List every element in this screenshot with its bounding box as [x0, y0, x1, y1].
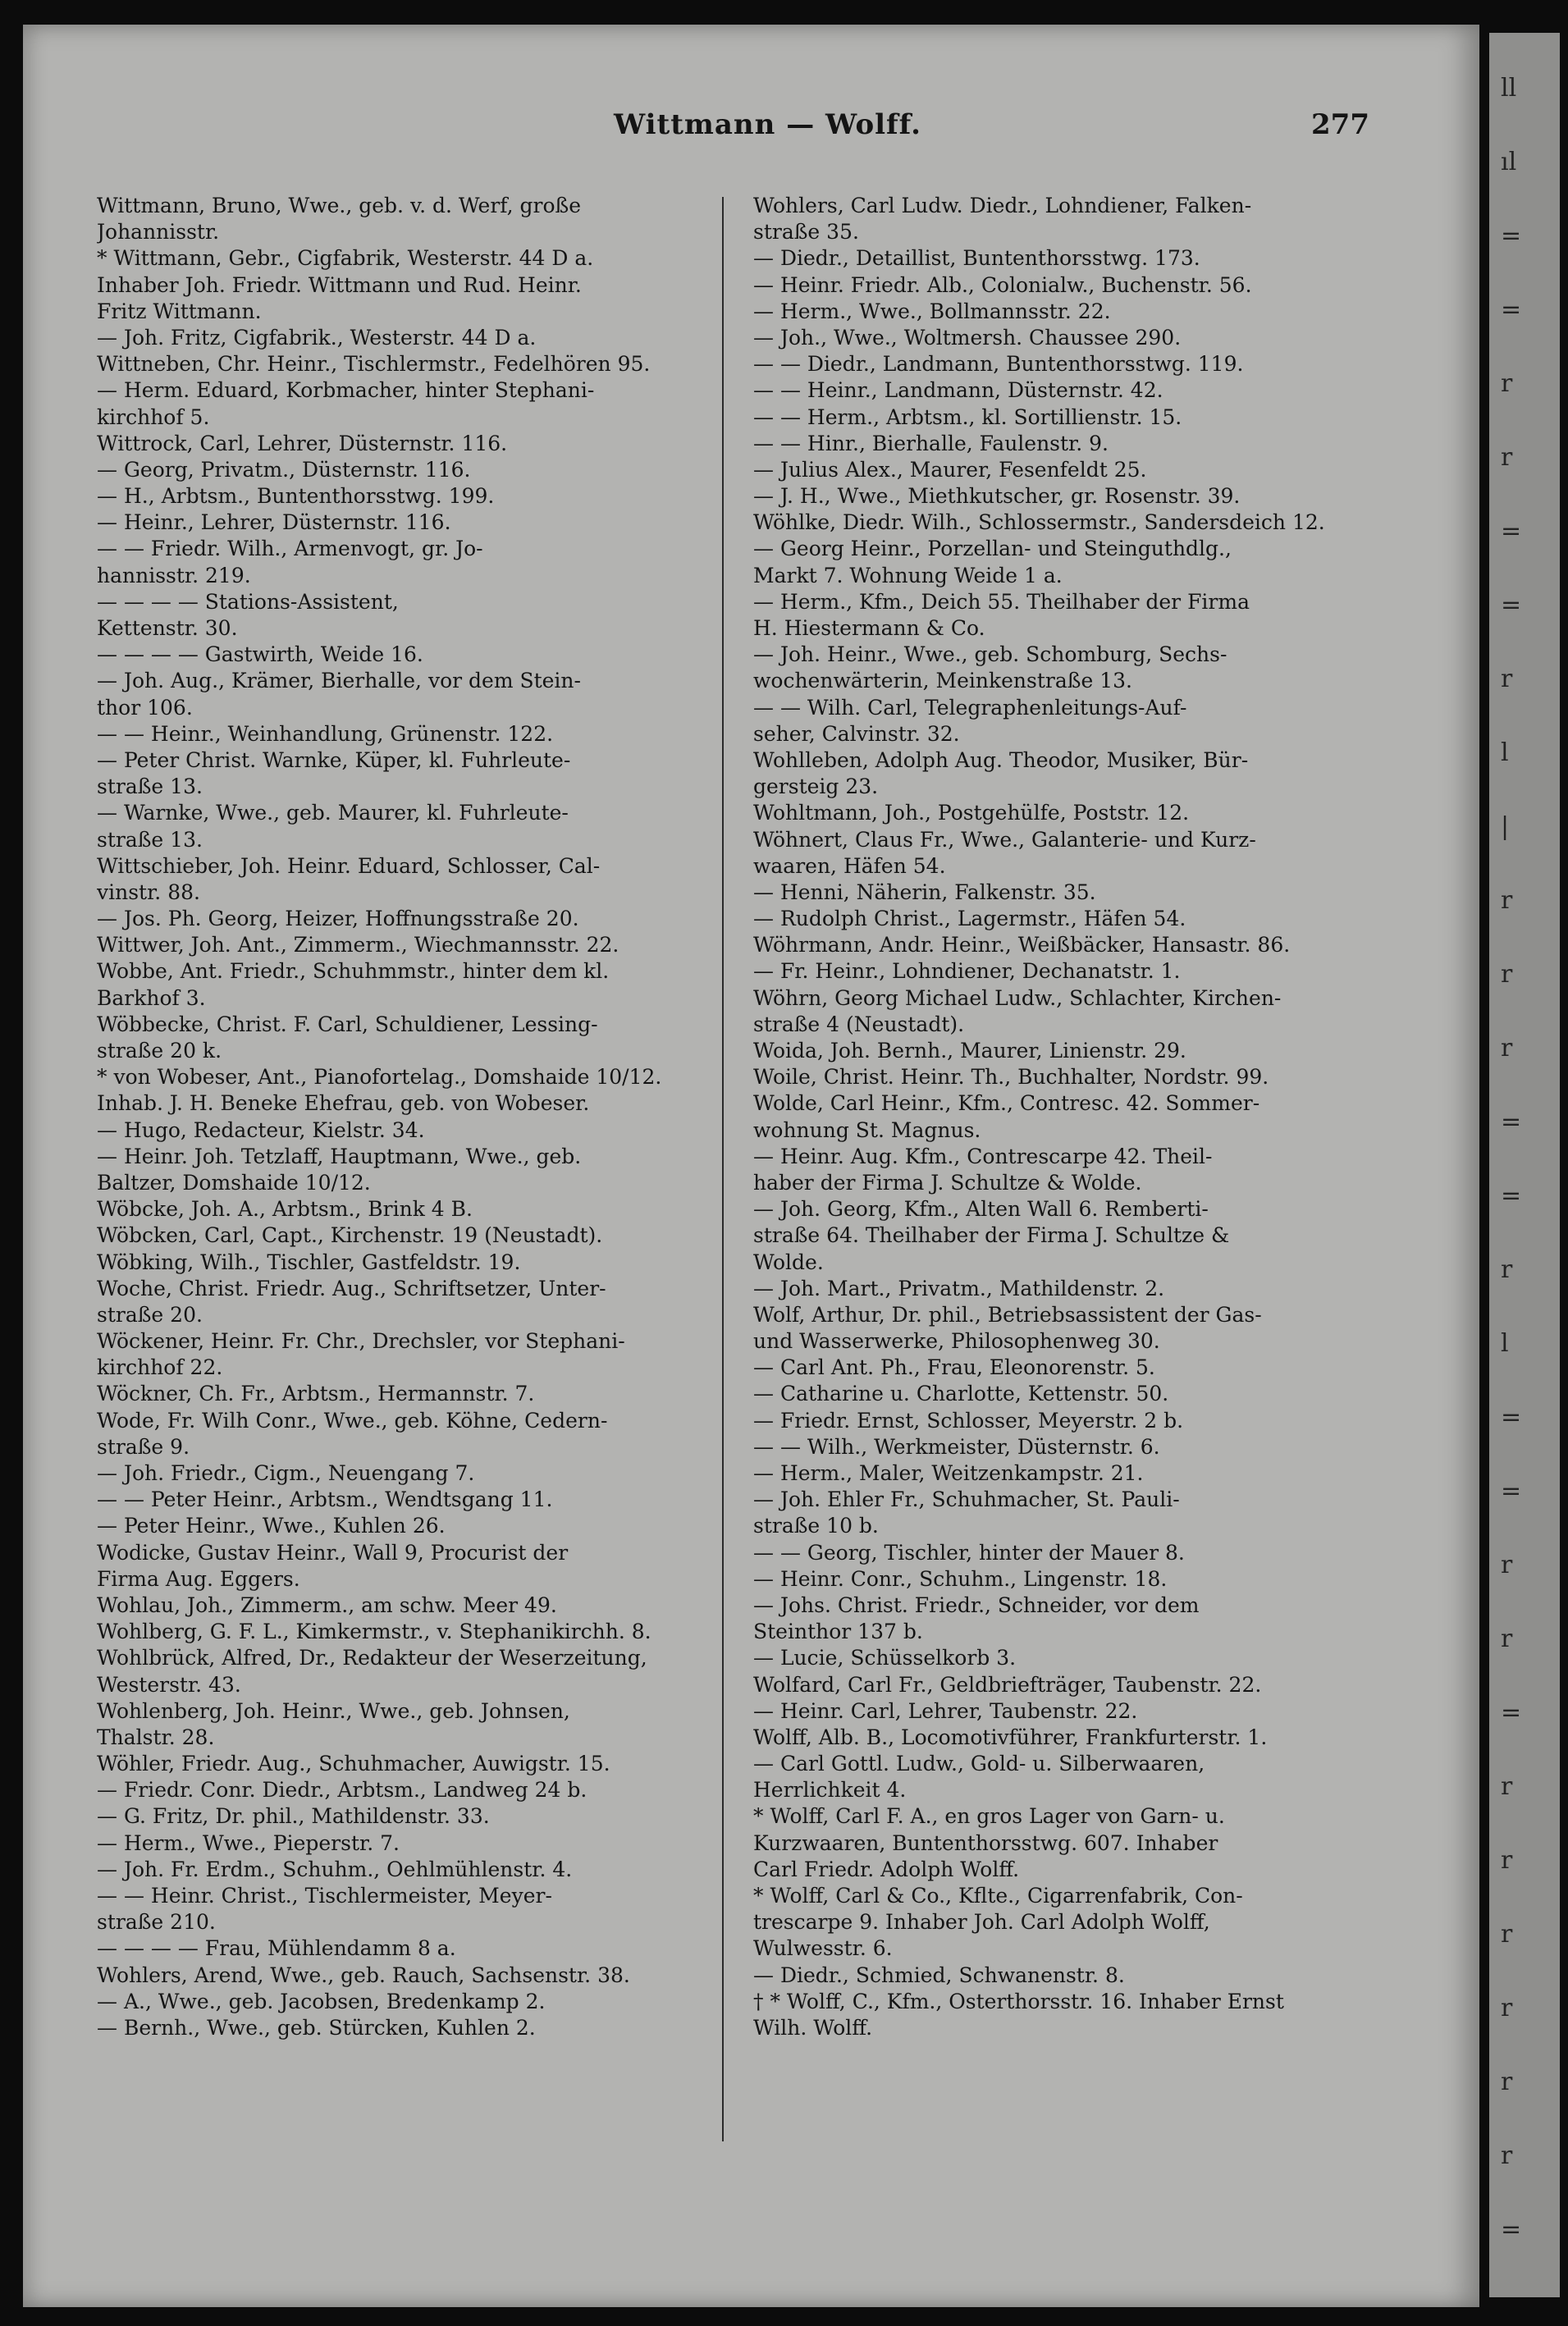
directory-line: Wodicke, Gustav Heinr., Wall 9, Procurist der: [97, 1540, 569, 1565]
directory-line: — Joh. Fritz, Cigfabrik., Westerstr. 44 D a.: [97, 325, 537, 350]
directory-line: — Joh. Friedr., Cigm., Neuengang 7.: [97, 1461, 475, 1485]
edge-mark: =: [1501, 2215, 1522, 2244]
directory-line: kirchhof 5.: [97, 404, 210, 429]
directory-line: Wöckener, Heinr. Fr. Chr., Drechsler, vor Stephani-: [97, 1329, 625, 1354]
directory-line: straße 210.: [97, 1910, 216, 1935]
right-column: [753, 193, 1451, 2277]
directory-line: — Peter Heinr., Wwe., Kuhlen 26.: [97, 1514, 446, 1538]
directory-line: Wöbbecke, Christ. F. Carl, Schuldiener, Lessing-: [97, 1012, 598, 1036]
directory-line: * Wolff, Carl F. A., en gros Lager von Garn- u.: [753, 1804, 1225, 1829]
directory-page: [23, 25, 1479, 2307]
directory-line: Wöckner, Ch. Fr., Arbtsm., Hermannstr. 7.: [97, 1382, 535, 1406]
directory-line: hannisstr. 219.: [97, 563, 251, 587]
directory-line: Kettenstr. 30.: [97, 616, 238, 640]
directory-line: — Johs. Christ. Friedr., Schneider, vor dem: [753, 1593, 1200, 1617]
directory-line: Wöhrmann, Andr. Heinr., Weißbäcker, Hansastr. 86.: [753, 933, 1291, 957]
directory-line: Thalstr. 28.: [97, 1725, 215, 1749]
directory-line: — Joh., Wwe., Woltmersh. Chaussee 290.: [753, 325, 1182, 350]
edge-mark: =: [1501, 517, 1522, 546]
edge-mark: |: [1501, 812, 1510, 841]
directory-line: * Wittmann, Gebr., Cigfabrik, Westerstr. 44 D a.: [97, 246, 594, 271]
directory-line: — Joh. Mart., Privatm., Mathildenstr. 2.: [753, 1276, 1165, 1300]
directory-line: Wöhlke, Diedr. Wilh., Schlossermstr., Sandersdeich 12.: [753, 510, 1325, 535]
edge-mark: r: [1501, 2068, 1513, 2096]
directory-line: — Herm., Wwe., Pieperstr. 7.: [97, 1830, 400, 1855]
directory-line: Wohlau, Joh., Zimmerm., am schw. Meer 49.: [97, 1593, 557, 1617]
directory-line: — — — — Gastwirth, Weide 16.: [97, 642, 423, 667]
directory-line: — Bernh., Wwe., geb. Stürcken, Kuhlen 2.: [97, 2015, 536, 2040]
directory-line: Wolf, Arthur, Dr. phil., Betriebsassistent der Gas-: [753, 1302, 1262, 1327]
directory-line: waaren, Häfen 54.: [753, 853, 946, 878]
directory-line: Wolde, Carl Heinr., Kfm., Contresc. 42. Sommer-: [753, 1091, 1260, 1116]
edge-mark: r: [1501, 1994, 1513, 2022]
directory-line: — — — — Stations-Assistent,: [97, 589, 399, 614]
directory-line: Steinthor 137 b.: [753, 1620, 923, 1644]
directory-line: Wittneben, Chr. Heinr., Tischlermstr., Fedelhören 95.: [97, 352, 651, 377]
edge-mark: =: [1501, 1108, 1522, 1136]
edge-mark: r: [1501, 443, 1513, 472]
directory-line: — Heinr. Joh. Tetzlaff, Hauptmann, Wwe., geb.: [97, 1144, 582, 1168]
directory-line: — Herm. Eduard, Korbmacher, hinter Stephani-: [97, 378, 595, 403]
directory-line: Wohlbrück, Alfred, Dr., Redakteur der Weserzeitung,: [97, 1646, 647, 1670]
directory-line: — — Diedr., Landmann, Buntenthorsstwg. 119.: [753, 352, 1244, 377]
edge-mark: r: [1501, 960, 1513, 989]
directory-line: — Joh. Georg, Kfm., Alten Wall 6. Remberti-: [753, 1197, 1209, 1222]
directory-line: — Fr. Heinr., Lohndiener, Dechanatstr. 1.: [753, 959, 1181, 984]
edge-mark: =: [1501, 1477, 1522, 1506]
directory-line: — H., Arbtsm., Buntenthorsstwg. 199.: [97, 484, 495, 509]
edge-mark: l: [1501, 738, 1509, 767]
directory-line: — Georg Heinr., Porzellan- und Steinguthdlg.,: [753, 537, 1232, 561]
page-number: 277: [1311, 108, 1369, 141]
directory-line: Wittrock, Carl, Lehrer, Düsternstr. 116.: [97, 431, 508, 455]
directory-line: — Heinr. Carl, Lehrer, Taubenstr. 22.: [753, 1698, 1138, 1723]
directory-line: Markt 7. Wohnung Weide 1 a.: [753, 563, 1063, 587]
directory-line: straße 20 k.: [97, 1039, 222, 1062]
directory-line: Wöhler, Friedr. Aug., Schuhmacher, Auwigstr. 15.: [97, 1752, 610, 1776]
directory-line: — — Heinr., Weinhandlung, Grünenstr. 122.: [97, 721, 554, 746]
running-head: Wittmann — Wolff.: [614, 108, 921, 141]
directory-line: — Joh. Heinr., Wwe., geb. Schomburg, Sechs-: [753, 642, 1227, 667]
directory-line: — — Heinr., Landmann, Düsternstr. 42.: [753, 378, 1163, 403]
directory-line: straße 35.: [753, 220, 859, 244]
directory-line: Wöbcke, Joh. A., Arbtsm., Brink 4 B.: [97, 1197, 473, 1222]
directory-line: — Herm., Maler, Weitzenkampstr. 21.: [753, 1461, 1144, 1485]
directory-line: straße 13.: [97, 775, 203, 799]
edge-mark: ıl: [1501, 148, 1517, 176]
directory-line: straße 9.: [97, 1434, 190, 1459]
directory-line: Wöbcken, Carl, Capt., Kirchenstr. 19 (Neustadt).: [97, 1223, 603, 1248]
edge-mark: r: [1501, 1255, 1513, 1284]
directory-line: — Herm., Wwe., Bollmannsstr. 22.: [753, 299, 1111, 323]
edge-mark: =: [1501, 1698, 1522, 1727]
directory-line: Westerstr. 43.: [97, 1672, 241, 1697]
directory-line: — Heinr. Aug. Kfm., Contrescarpe 42. Theil-: [753, 1144, 1213, 1168]
directory-line: — — Wilh., Werkmeister, Düsternstr. 6.: [753, 1434, 1160, 1459]
directory-line: Inhaber Joh. Friedr. Wittmann und Rud. Heinr.: [97, 272, 582, 297]
directory-line: thor 106.: [97, 695, 193, 720]
directory-line: Johannisstr.: [97, 220, 220, 244]
directory-line: — Joh. Aug., Krämer, Bierhalle, vor dem Stein-: [97, 669, 581, 693]
directory-line: — Catharine u. Charlotte, Kettenstr. 50.: [753, 1382, 1169, 1406]
edge-mark: r: [1501, 1625, 1513, 1653]
directory-line: Wohlers, Arend, Wwe., geb. Rauch, Sachsenstr. 38.: [97, 1963, 630, 1987]
directory-line: haber der Firma J. Schultze & Wolde.: [753, 1170, 1142, 1195]
directory-line: kirchhof 22.: [97, 1355, 223, 1380]
adjacent-page-edge: [1489, 33, 1560, 2297]
directory-line: — Julius Alex., Maurer, Fesenfeldt 25.: [753, 457, 1147, 482]
directory-line: — Friedr. Conr. Diedr., Arbtsm., Landweg 24 b.: [97, 1778, 587, 1803]
directory-line: — Carl Gottl. Ludw., Gold- u. Silberwaaren,: [753, 1752, 1205, 1776]
edge-mark: ll: [1501, 74, 1517, 103]
directory-line: — — Friedr. Wilh., Armenvogt, gr. Jo-: [97, 537, 483, 561]
directory-line: Inhab. J. H. Beneke Ehefrau, geb. von Wobeser.: [97, 1091, 590, 1116]
directory-line: — — Heinr. Christ., Tischlermeister, Meyer-: [97, 1884, 552, 1908]
directory-line: seher, Calvinstr. 32.: [753, 721, 960, 746]
directory-line: Wolfard, Carl Fr., Geldbriefträger, Taubenstr. 22.: [753, 1672, 1262, 1697]
directory-line: † * Wolff, C., Kfm., Osterthorsstr. 16. Inhaber Ernst: [753, 1989, 1284, 2013]
directory-line: Woile, Christ. Heinr. Th., Buchhalter, Nordstr. 99.: [753, 1065, 1269, 1090]
directory-line: Wittwer, Joh. Ant., Zimmerm., Wiechmannsstr. 22.: [97, 933, 619, 957]
directory-line: gersteig 23.: [753, 775, 879, 799]
directory-line: — Lucie, Schüsselkorb 3.: [753, 1646, 1017, 1670]
directory-line: — Carl Ant. Ph., Frau, Eleonorenstr. 5.: [753, 1355, 1155, 1380]
directory-line: Wohlers, Carl Ludw. Diedr., Lohndiener, Falken-: [753, 194, 1252, 217]
directory-line: vinstr. 88.: [97, 880, 200, 904]
directory-line: Wolde.: [753, 1250, 824, 1274]
directory-line: — Hugo, Redacteur, Kielstr. 34.: [97, 1117, 425, 1142]
directory-line: straße 13.: [97, 827, 203, 852]
directory-line: Wittmann, Bruno, Wwe., geb. v. d. Werf, große: [97, 194, 582, 217]
directory-line: — G. Fritz, Dr. phil., Mathildenstr. 33.: [97, 1804, 490, 1829]
directory-line: H. Hiestermann & Co.: [753, 616, 985, 640]
directory-line: und Wasserwerke, Philosophenweg 30.: [753, 1329, 1160, 1354]
edge-mark: r: [1501, 2141, 1513, 2170]
directory-line: Wittschieber, Joh. Heinr. Eduard, Schlosser, Cal-: [97, 853, 601, 878]
directory-line: — Warnke, Wwe., geb. Maurer, kl. Fuhrleute-: [97, 801, 569, 825]
directory-line: — — — — Frau, Mühlendamm 8 a.: [97, 1936, 456, 1961]
edge-mark: r: [1501, 886, 1513, 915]
edge-mark: r: [1501, 1772, 1513, 1801]
directory-line: — Heinr. Conr., Schuhm., Lingenstr. 18.: [753, 1566, 1168, 1591]
edge-mark: =: [1501, 1181, 1522, 1210]
directory-line: — Peter Christ. Warnke, Küper, kl. Fuhrleute-: [97, 747, 571, 772]
directory-line: Barkhof 3.: [97, 985, 206, 1010]
edge-mark: =: [1501, 222, 1522, 250]
directory-line: Wöbking, Wilh., Tischler, Gastfeldstr. 19.: [97, 1250, 521, 1274]
directory-line: Kurzwaaren, Buntenthorsstwg. 607. Inhaber: [753, 1830, 1218, 1855]
directory-line: Wöhrn, Georg Michael Ludw., Schlachter, Kirchen-: [753, 985, 1282, 1010]
directory-line: Wohlleben, Adolph Aug. Theodor, Musiker, Bür-: [753, 747, 1249, 772]
directory-line: — Joh. Fr. Erdm., Schuhm., Oehlmühlenstr. 4.: [97, 1857, 573, 1881]
directory-line: — Rudolph Christ., Lagermstr., Häfen 54.: [753, 907, 1186, 931]
directory-line: — Heinr. Friedr. Alb., Colonialw., Buchenstr. 56.: [753, 272, 1252, 297]
directory-line: Wöhnert, Claus Fr., Wwe., Galanterie- und Kurz-: [753, 827, 1256, 852]
directory-line: — Heinr., Lehrer, Düsternstr. 116.: [97, 510, 451, 535]
directory-line: Baltzer, Domshaide 10/12.: [97, 1170, 371, 1195]
directory-line: — — Georg, Tischler, hinter der Mauer 8.: [753, 1540, 1185, 1565]
left-column: [97, 193, 737, 2277]
edge-mark: r: [1501, 369, 1513, 398]
directory-line: — Herm., Kfm., Deich 55. Theilhaber der Firma: [753, 589, 1250, 614]
directory-line: Wobbe, Ant. Friedr., Schuhmmstr., hinter dem kl.: [97, 959, 610, 984]
directory-line: * Wolff, Carl & Co., Kfltе., Cigarrenfabrik, Con-: [753, 1884, 1243, 1908]
directory-line: Wode, Fr. Wilh Conr., Wwe., geb. Köhne, Cedern-: [97, 1408, 608, 1433]
directory-line: Fritz Wittmann.: [97, 299, 262, 323]
directory-line: straße 4 (Neustadt).: [753, 1012, 965, 1036]
directory-line: straße 10 b.: [753, 1514, 879, 1538]
directory-line: Wolff, Alb. B., Locomotivführer, Frankfurterstr. 1.: [753, 1725, 1268, 1749]
directory-line: — A., Wwe., geb. Jacobsen, Bredenkamp 2.: [97, 1989, 546, 2013]
directory-line: Wohlberg, G. F. L., Kimkermstr., v. Stephanikirchh. 8.: [97, 1620, 651, 1644]
directory-line: — Georg, Privatm., Düsternstr. 116.: [97, 457, 471, 482]
edge-mark: r: [1501, 1551, 1513, 1579]
directory-line: Wohlenberg, Joh. Heinr., Wwe., geb. Johnsen,: [97, 1698, 570, 1723]
directory-line: — Diedr., Detaillist, Buntenthorsstwg. 173.: [753, 246, 1200, 271]
directory-line: Herrlichkeit 4.: [753, 1778, 907, 1803]
edge-mark: r: [1501, 1034, 1513, 1062]
directory-line: — — Peter Heinr., Arbtsm., Wendtsgang 11.: [97, 1487, 553, 1512]
edge-mark: =: [1501, 295, 1522, 324]
page-header: [23, 108, 1479, 166]
directory-line: Wulwesstr. 6.: [753, 1936, 893, 1961]
edge-mark: l: [1501, 1329, 1509, 1358]
edge-mark: r: [1501, 665, 1513, 693]
directory-line: Carl Friedr. Adolph Wolff.: [753, 1857, 1020, 1881]
edge-mark: =: [1501, 1403, 1522, 1432]
directory-line: — Henni, Näherin, Falkenstr. 35.: [753, 880, 1096, 904]
edge-mark: r: [1501, 1920, 1513, 1949]
directory-line: Wilh. Wolff.: [753, 2015, 873, 2040]
directory-line: straße 64. Theilhaber der Firma J. Schultze &: [753, 1223, 1230, 1248]
directory-line: Woida, Joh. Bernh., Maurer, Linienstr. 29.: [753, 1039, 1186, 1062]
edge-mark: r: [1501, 1846, 1513, 1875]
directory-line: Firma Aug. Eggers.: [97, 1566, 300, 1591]
directory-line: wohnung St. Magnus.: [753, 1117, 981, 1142]
directory-line: — Jos. Ph. Georg, Heizer, Hoffnungsstraße 20.: [97, 907, 579, 931]
directory-line: — — Wilh. Carl, Telegraphenleitungs-Auf-: [753, 695, 1187, 720]
directory-line: — — Herm., Arbtsm., kl. Sortillienstr. 15.: [753, 404, 1182, 429]
directory-line: — Diedr., Schmied, Schwanenstr. 8.: [753, 1963, 1125, 1987]
directory-line: * von Wobeser, Ant., Pianofortelag., Domshaide 10/12.: [97, 1065, 662, 1090]
directory-line: Woche, Christ. Friedr. Aug., Schriftsetzer, Unter-: [97, 1276, 606, 1300]
directory-line: straße 20.: [97, 1302, 203, 1327]
directory-line: — J. H., Wwe., Miethkutscher, gr. Rosenstr. 39.: [753, 484, 1241, 509]
directory-line: Wohltmann, Joh., Postgehülfe, Poststr. 12.: [753, 801, 1190, 825]
directory-line: — — Hinr., Bierhalle, Faulenstr. 9.: [753, 431, 1109, 455]
directory-line: — Joh. Ehler Fr., Schuhmacher, St. Pauli-: [753, 1487, 1180, 1512]
directory-line: wochenwärterin, Meinkenstraße 13.: [753, 669, 1132, 693]
edge-mark: =: [1501, 591, 1522, 619]
directory-line: — Friedr. Ernst, Schlosser, Meyerstr. 2 b.: [753, 1408, 1184, 1433]
directory-line: trescarpe 9. Inhaber Joh. Carl Adolph Wolff,: [753, 1910, 1210, 1935]
